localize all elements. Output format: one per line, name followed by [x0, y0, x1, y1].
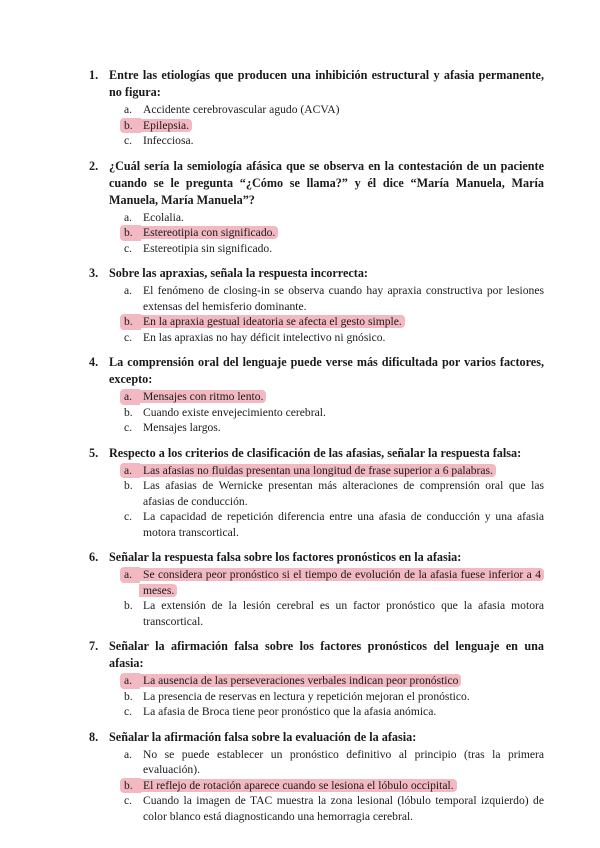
option-text: Mensajes con ritmo lento. — [139, 390, 266, 403]
answer-option — [89, 241, 544, 257]
answer-option-highlighted — [89, 778, 544, 794]
question-item — [89, 158, 544, 257]
question-number: 8. — [89, 729, 99, 744]
option-text: Accidente cerebrovascular agudo (ACVA) — [143, 103, 340, 116]
option-letter: b. — [124, 689, 133, 703]
option-text: El reflejo de rotación aparece cuando se lesiona el lóbulo occipital. — [139, 779, 457, 792]
answer-option — [89, 420, 544, 436]
option-letter: b. — [120, 118, 141, 134]
option-letter: b. — [124, 405, 133, 419]
question-number: 4. — [89, 355, 99, 369]
answer-option-highlighted — [89, 389, 544, 405]
answer-option-highlighted — [89, 118, 544, 134]
option-letter: a. — [124, 210, 133, 224]
option-text: Infecciosa. — [143, 134, 194, 147]
option-text: Mensajes largos. — [143, 421, 221, 434]
option-letter: c. — [124, 134, 133, 147]
option-letter: b. — [124, 479, 133, 492]
question-text: La comprensión oral del lenguaje puede verse más dificultada por varios factores, excepto: — [109, 355, 544, 386]
option-letter: c. — [124, 510, 133, 523]
question-text: ¿Cuál sería la semiología afásica que se observa en la contestación de un paciente cuando se le pregunta “¿Cómo se llama?” y él dice “María Manuela, María Manuela, María Manuela”? — [109, 158, 544, 207]
question-header — [89, 549, 544, 566]
option-text: La afasia de Broca tiene peor pronóstico que la afasia anómica. — [143, 705, 437, 718]
option-letter: b. — [124, 599, 133, 612]
option-text: El fenómeno de closing-in se observa cuando hay apraxia constructiva por lesiones extensas del hemisferio dominante. — [143, 284, 544, 313]
question-header — [89, 729, 544, 746]
answer-option — [89, 330, 544, 346]
answer-option — [89, 283, 544, 314]
answer-option-highlighted — [89, 314, 544, 330]
option-letter: a. — [120, 389, 140, 405]
question-number: 6. — [89, 550, 99, 564]
answer-option — [89, 210, 544, 226]
answer-option — [89, 747, 544, 778]
question-list — [89, 67, 544, 833]
question-text: Señalar la afirmación falsa sobre la evaluación de la afasia: — [109, 729, 417, 744]
answer-option-highlighted — [89, 567, 544, 598]
option-text: La capacidad de repetición diferencia entre una afasia de conducción y una afasia motora transcortical. — [143, 510, 544, 539]
question-header — [89, 158, 544, 209]
question-item — [89, 638, 544, 720]
option-letter: c. — [124, 705, 133, 718]
question-item — [89, 265, 544, 345]
option-letter: a. — [124, 103, 133, 116]
answer-option — [89, 102, 544, 118]
option-letter: a. — [120, 463, 140, 479]
option-text: La ausencia de las perseveraciones verbales indican peor pronóstico — [139, 674, 461, 687]
answer-options — [89, 747, 544, 825]
option-letter: c. — [124, 421, 133, 434]
question-text: Respecto a los criterios de clasificación de las afasias, señalar la respuesta falsa: — [109, 445, 522, 460]
option-letter: a. — [120, 673, 140, 689]
question-item — [89, 354, 544, 436]
option-text: En las apraxias no hay déficit intelectivo ni gnósico. — [143, 330, 386, 344]
answer-option — [89, 704, 544, 720]
option-letter: a. — [120, 567, 140, 583]
question-text: Entre las etiologías que producen una inhibición estructural y afasia permanente, no figura: — [109, 68, 544, 99]
option-letter: c. — [124, 241, 133, 255]
question-number: 3. — [89, 266, 99, 280]
option-letter: c. — [124, 794, 133, 807]
answer-options — [89, 210, 544, 257]
answer-option — [89, 133, 544, 149]
option-letter: b. — [120, 225, 141, 241]
answer-option — [89, 509, 544, 540]
answer-option-highlighted — [89, 225, 544, 241]
option-letter: b. — [120, 314, 141, 330]
question-item — [89, 445, 544, 541]
question-text: Señalar la respuesta falsa sobre los factores pronósticos en la afasia: — [109, 550, 462, 564]
answer-options — [89, 567, 544, 629]
answer-options — [89, 102, 544, 149]
option-text: En la apraxia gestual ideatoria se afecta el gesto simple. — [139, 315, 405, 328]
question-header — [89, 354, 544, 388]
option-text: Se considera peor pronóstico si el tiempo de evolución de la afasia fuese inferior a 4 meses. — [139, 568, 544, 597]
answer-option — [89, 405, 544, 421]
question-number: 2. — [89, 158, 99, 173]
answer-options — [89, 389, 544, 436]
option-text: La presencia de reservas en lectura y repetición mejoran el pronóstico. — [143, 689, 470, 703]
option-text: Estereotipia con significado. — [139, 226, 278, 239]
option-text: Ecolalia. — [143, 210, 184, 224]
answer-options — [89, 463, 544, 541]
answer-option-highlighted — [89, 673, 544, 689]
option-text: Cuando la imagen de TAC muestra la zona lesional (lóbulo temporal izquierdo) de color blanco está diagnosticando una hemorragia cerebral. — [143, 794, 544, 823]
question-number: 7. — [89, 639, 99, 653]
option-letter: c. — [124, 330, 133, 344]
option-text: Epilepsia. — [139, 119, 192, 132]
option-letter: a. — [124, 747, 133, 761]
option-text: La extensión de la lesión cerebral es un factor pronóstico que la afasia motora transcortical. — [143, 599, 544, 628]
answer-option-highlighted — [89, 463, 544, 479]
option-text: Estereotipia sin significado. — [143, 241, 273, 255]
option-letter: b. — [120, 778, 141, 794]
question-header — [89, 265, 544, 282]
question-text: Señalar la afirmación falsa sobre los factores pronósticos del lenguaje en una afasia: — [109, 639, 544, 670]
question-header — [89, 445, 544, 462]
question-item — [89, 729, 544, 825]
option-text: Cuando existe envejecimiento cerebral. — [143, 405, 326, 419]
option-text: Las afasias no fluidas presentan una longitud de frase superior a 6 palabras. — [139, 464, 496, 477]
answer-options — [89, 283, 544, 345]
answer-option — [89, 598, 544, 629]
option-text: No se puede establecer un pronóstico definitivo al principio (tras la primera evaluación). — [143, 747, 544, 776]
question-number: 1. — [89, 68, 99, 82]
question-item — [89, 549, 544, 629]
question-number: 5. — [89, 445, 99, 460]
question-text: Sobre las apraxias, señala la respuesta incorrecta: — [109, 266, 368, 280]
answer-option — [89, 478, 544, 509]
answer-option — [89, 689, 544, 705]
answer-options — [89, 673, 544, 720]
question-header — [89, 67, 544, 101]
answer-option — [89, 793, 544, 824]
question-header — [89, 638, 544, 672]
question-item — [89, 67, 544, 149]
option-text: Las afasias de Wernicke presentan más alteraciones de comprensión oral que las afasias de conducción. — [143, 479, 544, 508]
option-letter: a. — [124, 284, 133, 297]
